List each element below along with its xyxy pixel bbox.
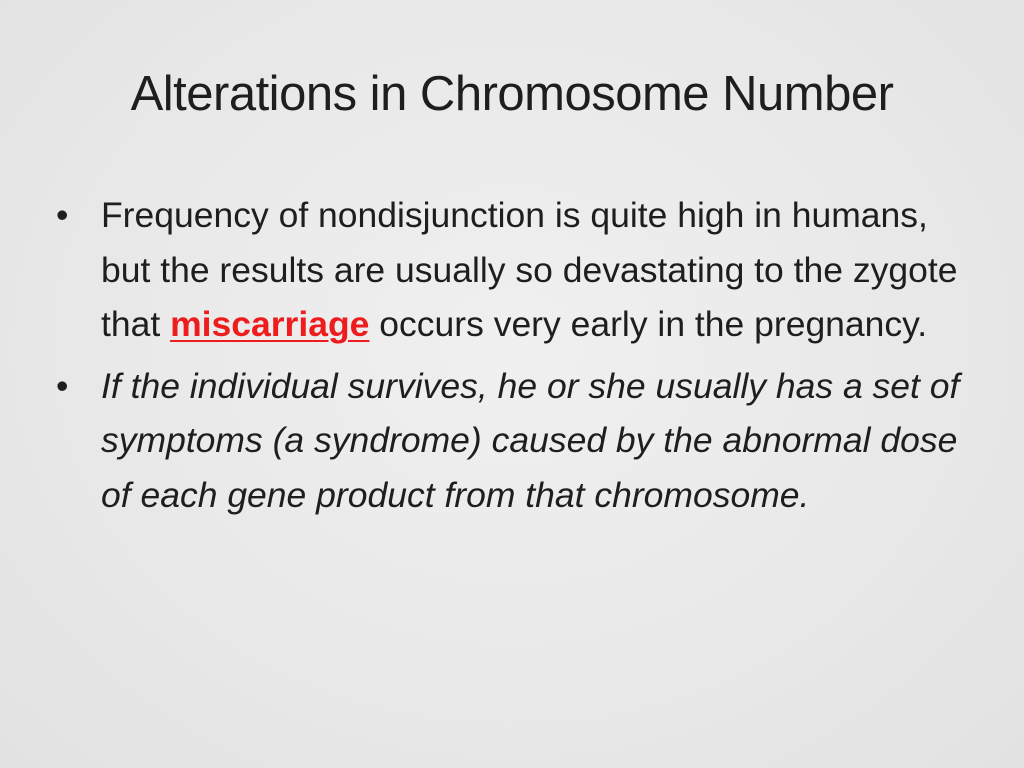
bullet-list xyxy=(56,188,976,529)
bullet-text-after: occurs very early in the pregnancy. xyxy=(369,304,928,344)
bullet-text: If the individual survives, he or she usually has a set of symptoms (a syndrome) caused by the abnormal dose of each gene product from that chromosome. xyxy=(101,365,960,515)
bullet-text-before: Frequency of nondisjunction is quite high in humans, but the results are usually so devastating to the zygote that xyxy=(101,195,958,344)
miscarriage-highlight: miscarriage xyxy=(170,304,370,344)
bullet-item-survival xyxy=(56,359,976,523)
bullet-item-nondisjunction xyxy=(56,188,976,352)
slide-title: Alterations in Chromosome Number xyxy=(130,67,894,121)
bullet-dot-icon: • xyxy=(56,365,69,406)
bullet-dot-icon: • xyxy=(56,195,69,235)
